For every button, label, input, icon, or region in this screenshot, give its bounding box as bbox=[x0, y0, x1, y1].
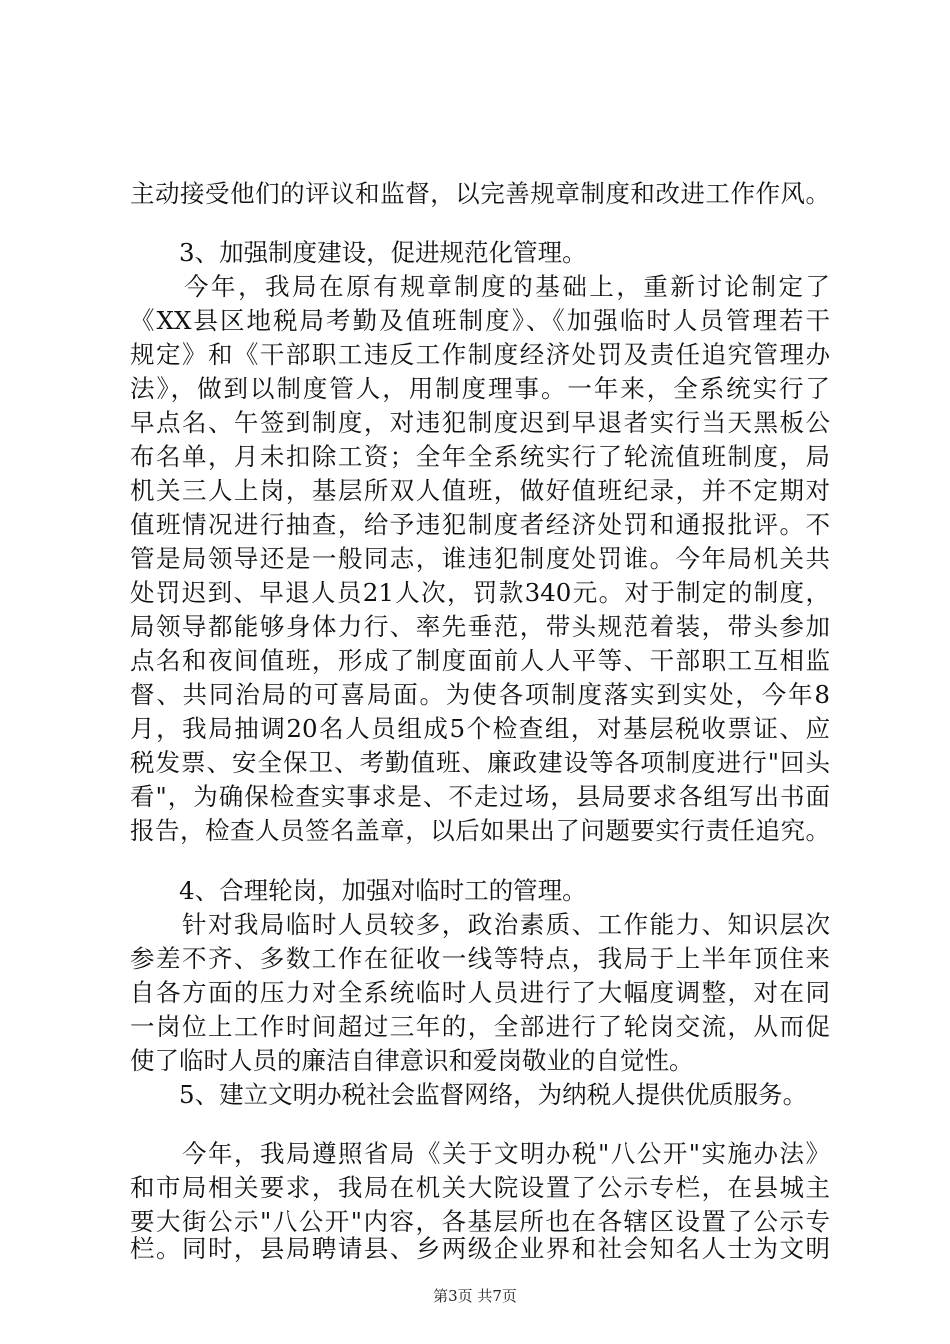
text-line-23: 自各方面的压力对全系统临时人员进行了大幅度调整，对在同 bbox=[130, 978, 830, 1007]
text-line-7: 早点名、午签到制度，对违犯制度迟到早退者实行当天黑板公 bbox=[130, 408, 830, 437]
text-line-1: 主动接受他们的评议和监督，以完善规章制度和改进工作作风。 bbox=[130, 179, 830, 208]
text-line-13: 局领导都能够身体力行、率先垂范，带头规范着装，带头参加 bbox=[130, 612, 830, 641]
text-line-28: 和市局相关要求，我局在机关大院设置了公示专栏，在县城主 bbox=[130, 1173, 830, 1202]
text-line-4: 《XX县区地税局考勤及值班制度》、《加强临时人员管理若干 bbox=[130, 306, 830, 335]
text-line-6: 法》，做到以制度管人，用制度理事。一年来，全系统实行了 bbox=[130, 374, 830, 403]
section-heading-3: 3、加强制度建设，促进规范化管理。 bbox=[130, 238, 587, 267]
text-line-27: 今年，我局遵照省局《关于文明办税"八公开"实施办法》 bbox=[130, 1139, 830, 1168]
text-line-5: 规定》和《干部职工违反工作制度经济处罚及责任追究管理办 bbox=[130, 340, 830, 369]
section-heading-5: 5、建立文明办税社会监督网络，为纳税人提供优质服务。 bbox=[130, 1080, 808, 1109]
text-line-15: 督、共同治局的可喜局面。为使各项制度落实到实处，今年8 bbox=[130, 680, 830, 709]
text-line-11: 管是局领导还是一般同志，谁违犯制度处罚谁。今年局机关共 bbox=[130, 544, 830, 573]
text-line-9: 机关三人上岗，基层所双人值班，做好值班纪录，并不定期对 bbox=[130, 476, 830, 505]
text-line-16: 月，我局抽调20名人员组成5个检查组，对基层税收票证、应 bbox=[130, 714, 830, 743]
text-line-25: 使了临时人员的廉洁自律意识和爱岗敬业的自觉性。 bbox=[130, 1046, 694, 1075]
text-line-21: 针对我局临时人员较多，政治素质、工作能力、知识层次 bbox=[130, 910, 830, 939]
text-line-10: 值班情况进行抽查，给予违犯制度者经济处罚和通报批评。不 bbox=[130, 510, 830, 539]
text-line-8: 布名单，月未扣除工资；全年全系统实行了轮流值班制度，局 bbox=[130, 442, 830, 471]
text-line-30: 栏。同时，县局聘请县、乡两级企业界和社会知名人士为文明 bbox=[130, 1234, 830, 1263]
text-line-19: 报告，检查人员签名盖章，以后如果出了问题要实行责任追究。 bbox=[130, 816, 830, 845]
text-line-22: 参差不齐、多数工作在征收一线等特点，我局于上半年顶住来 bbox=[130, 944, 830, 973]
text-line-14: 点名和夜间值班，形成了制度面前人人平等、干部职工互相监 bbox=[130, 646, 830, 675]
section-heading-4: 4、合理轮岗，加强对临时工的管理。 bbox=[130, 876, 587, 905]
text-line-3: 今年，我局在原有规章制度的基础上，重新讨论制定了 bbox=[130, 272, 830, 301]
text-line-24: 一岗位上工作时间超过三年的，全部进行了轮岗交流，从而促 bbox=[130, 1012, 830, 1041]
text-line-18: 看"，为确保检查实事求是、不走过场，县局要求各组写出书面 bbox=[130, 782, 830, 811]
text-line-29: 要大街公示"八公开"内容，各基层所也在各辖区设置了公示专 bbox=[130, 1207, 830, 1236]
text-line-12: 处罚迟到、早退人员21人次，罚款340元。对于制定的制度， bbox=[130, 578, 830, 607]
page-number-footer: 第3页 共7页 bbox=[433, 1287, 517, 1305]
text-line-17: 税发票、安全保卫、考勤值班、廉政建设等各项制度进行"回头 bbox=[130, 748, 830, 777]
